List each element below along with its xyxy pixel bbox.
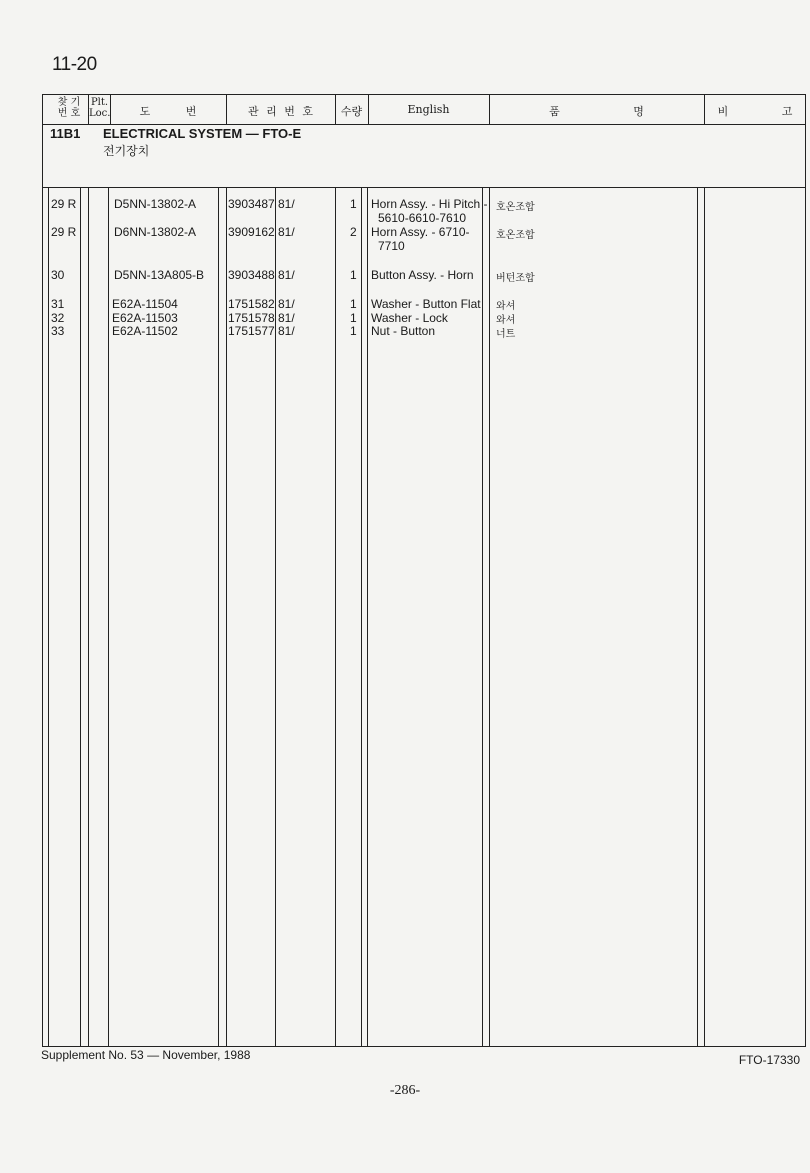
row-english-name-cont: 5610-6610-7610	[378, 211, 467, 225]
row-drawing-no: E62A-11503	[112, 311, 178, 325]
row-korean-name: 와셔	[496, 315, 516, 326]
row-qty: 1	[350, 324, 357, 338]
row-mgmt-no: 3903488	[228, 268, 275, 282]
row-korean-name: 버턴조합	[496, 273, 535, 284]
row-qty: 1	[350, 297, 357, 311]
header-plt-line2: Loc.	[89, 108, 111, 119]
row-qty: 1	[350, 268, 357, 282]
header-drawing-no: 도 번	[139, 105, 197, 118]
row-ref: 29 R	[51, 225, 77, 239]
section-title: ELECTRICAL SYSTEM — FTO-E	[103, 126, 302, 141]
page-number: -286-	[389, 1083, 421, 1098]
row-ref: 31	[51, 297, 65, 311]
row-qty: 1	[350, 197, 357, 211]
col-line-ref-b	[88, 187, 89, 1047]
col-line-drawing	[218, 187, 219, 1047]
col-line-korean-b	[704, 187, 705, 1047]
header-divider	[42, 124, 806, 125]
header-plt-line1: Plt.	[90, 97, 109, 108]
col-line-english-b	[489, 187, 490, 1047]
section-divider	[42, 187, 806, 188]
row-korean-name: 호온조합	[496, 202, 535, 213]
header-remarks: 비 고	[717, 105, 793, 118]
row-ref: 29 R	[51, 197, 77, 211]
row-english-name: Horn Assy. - Hi Pitch -	[371, 197, 488, 211]
row-mgmt-suffix: 81/	[278, 324, 295, 338]
col-line-english	[482, 187, 483, 1047]
header-plt-loc	[89, 97, 110, 119]
row-korean-name: 와셔	[496, 301, 516, 312]
page-label: 11-20	[52, 54, 97, 75]
row-mgmt-suffix: 81/	[278, 297, 295, 311]
document-code: FTO-17330	[738, 1053, 800, 1067]
row-mgmt-suffix: 81/	[278, 311, 295, 325]
row-ref: 30	[51, 268, 65, 282]
row-mgmt-no: 3903487	[228, 197, 275, 211]
row-mgmt-no: 3909162	[228, 225, 275, 239]
row-english-name: Washer - Lock	[371, 311, 448, 325]
row-mgmt-suffix: 81/	[278, 268, 295, 282]
col-line-qty-b	[367, 187, 368, 1047]
row-mgmt-no: 1751578	[228, 311, 275, 325]
row-drawing-no: D6NN-13802-A	[114, 225, 197, 239]
row-ref: 32	[51, 311, 65, 325]
header-qty: 수량	[340, 105, 363, 118]
row-mgmt-no: 1751582	[228, 297, 275, 311]
col-line-drawing-b	[226, 187, 227, 1047]
row-qty: 2	[350, 225, 357, 239]
row-drawing-no: D5NN-13A805-B	[114, 268, 205, 282]
row-drawing-no: D5NN-13802-A	[114, 197, 197, 211]
header-ref-no-line1: 찾 기	[57, 97, 81, 108]
row-mgmt-suffix: 81/	[278, 225, 295, 239]
header-mgmt-no: 관 리 번 호	[248, 105, 313, 118]
row-drawing-no: E62A-11502	[112, 324, 178, 338]
row-english-name-cont: 7710	[378, 239, 405, 253]
col-line-mgmt-split	[275, 187, 276, 1047]
row-mgmt-suffix: 81/	[278, 197, 295, 211]
row-korean-name: 너트	[496, 329, 516, 340]
col-line-korean	[697, 187, 698, 1047]
col-line-left	[48, 187, 49, 1047]
col-line-mgmt	[335, 187, 336, 1047]
col-line-qty	[361, 187, 362, 1047]
section-korean-title: 전기장치	[103, 144, 150, 158]
header-korean-name: 품 명	[549, 105, 644, 118]
row-english-name: Horn Assy. - 6710-	[371, 225, 470, 239]
row-mgmt-no: 1751577	[228, 324, 275, 338]
header-ref-no	[50, 97, 88, 119]
col-line-ref	[80, 187, 81, 1047]
section-code: 11B1	[50, 126, 81, 141]
row-ref: 33	[51, 324, 65, 338]
row-drawing-no: E62A-11504	[112, 297, 178, 311]
row-english-name: Button Assy. - Horn	[371, 268, 474, 282]
supplement-note: Supplement No. 53 — November, 1988	[41, 1048, 251, 1062]
col-line-plt	[108, 187, 109, 1047]
row-qty: 1	[350, 311, 357, 325]
row-english-name: Nut - Button	[371, 324, 436, 338]
header-ref-no-line2: 번 호	[57, 108, 81, 119]
row-korean-name: 호온조합	[496, 230, 535, 241]
row-english-name: Washer - Button Flat	[371, 297, 481, 311]
header-english: English	[407, 103, 450, 116]
